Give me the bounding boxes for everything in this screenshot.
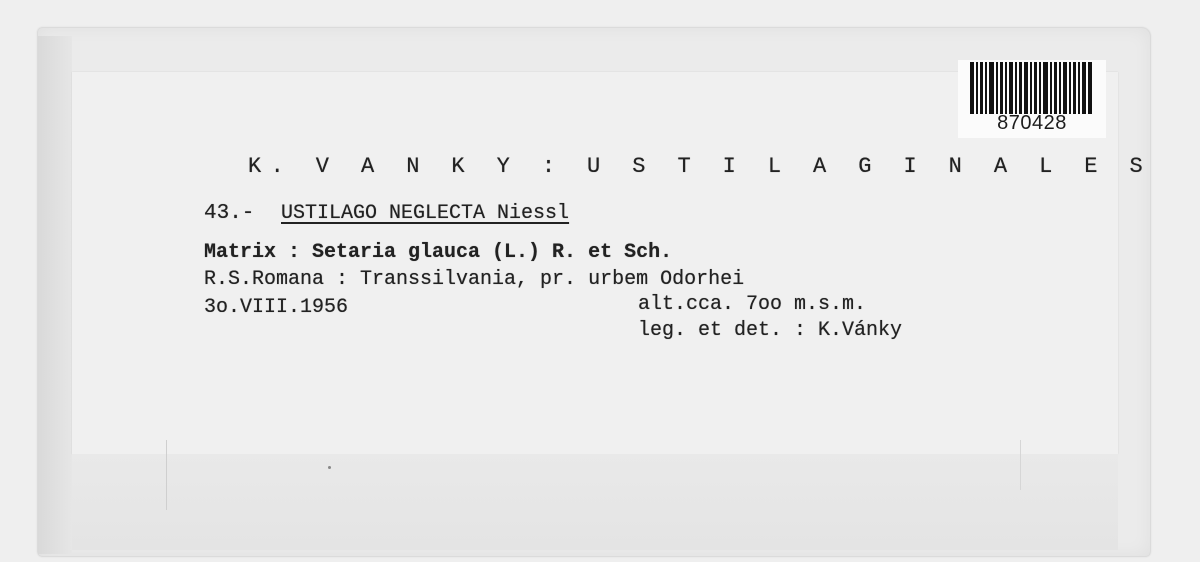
fold-crease bbox=[166, 440, 167, 510]
barcode-label bbox=[958, 60, 1106, 138]
barcode-icon bbox=[970, 62, 1092, 114]
speck bbox=[328, 466, 331, 469]
envelope-lower-fold bbox=[72, 454, 1118, 550]
collection-date: 3o.VIII.1956 bbox=[204, 296, 349, 319]
collector-line: leg. et det. : K.Vánky bbox=[638, 319, 903, 342]
locality-line: R.S.Romana : Transsilvania, pr. urbem Odorhei bbox=[204, 268, 745, 291]
exsiccata-number: 43.- bbox=[204, 202, 255, 225]
fold-crease bbox=[1020, 440, 1021, 490]
species-name: USTILAGO NEGLECTA Niessl bbox=[281, 202, 570, 225]
envelope-side-flap bbox=[38, 36, 72, 554]
matrix-line: Matrix : Setaria glauca (L.) R. et Sch. bbox=[204, 241, 673, 264]
catalog-number: 870428 bbox=[997, 112, 1067, 134]
label-title: K. V A N K Y : U S T I L A G I N A L E S bbox=[248, 154, 1153, 179]
altitude-line: alt.cca. 7oo m.s.m. bbox=[638, 293, 867, 316]
